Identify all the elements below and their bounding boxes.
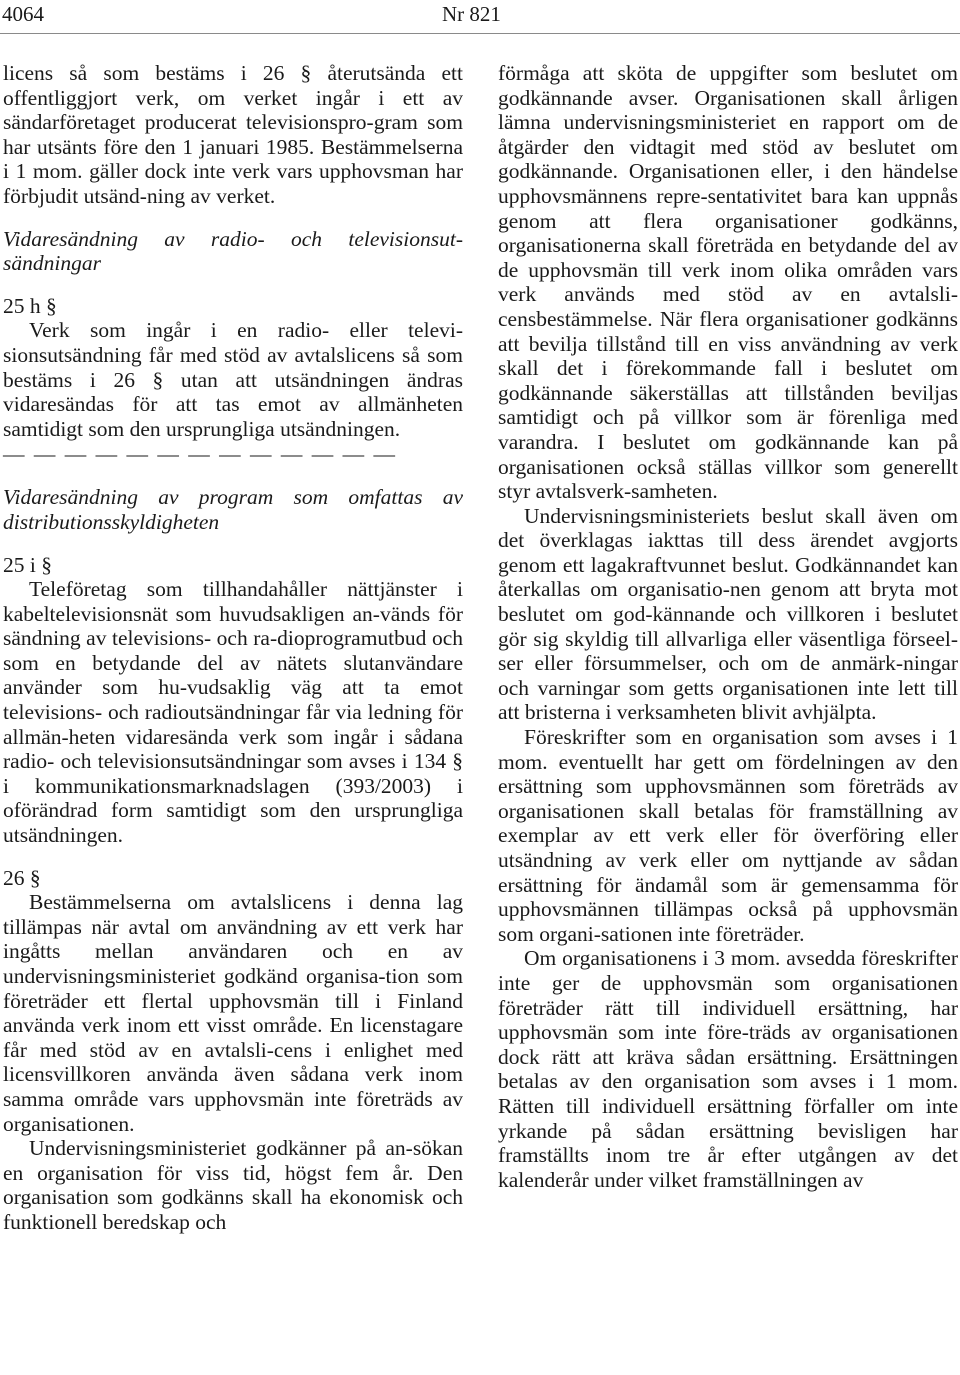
- right-paragraph-4: Om organisationens i 3 mom. avsedda föreskrifter inte ger de upphovsmän som organisationen företräder rätt till individuell ersättning, har upphovsmän som inte före-träds av organisationen dock rätt att kräva sådan ersättning. Ersättningen betalas av den organisation som avses i 1 mom. Rätten till individuell ersättning förfaller om inte yrkande på sådan ersättning bevisligen har framställts inom tre år efter utgången av det kalenderår under vilket framställningen av: [498, 946, 958, 1192]
- page-header: [0, 0, 960, 30]
- section-25h-number: 25 h §: [3, 293, 57, 318]
- intro-paragraph: licens så som bestäms i 26 § återutsända ett offentliggjort verk, om verket ingår i ett av sändarföretaget producerat televisionspro-gram som har utsänts före den 1 januari 1985. Bestämmelserna i 1 mom. gäller dock inte verk vars upphovsman har förbjudit utsänd-ning av verket.: [3, 61, 463, 208]
- section-26-paragraph-2: Undervisningsministeriet godkänner på an-sökan en organisation för viss tid, högst fem år. Den organisation som godkänns skall ha ekonomisk och funktionell beredskap och: [3, 1136, 463, 1234]
- heading-distribution-obligation: Vidaresändning av program som omfattas av distributionsskyldigheten: [3, 485, 463, 534]
- left-column: [3, 61, 463, 1235]
- issue-number: Nr 821: [442, 2, 501, 26]
- section-25i-number: 25 i §: [3, 552, 52, 577]
- page-number: 4064: [2, 2, 44, 26]
- section-25i-text: Teleföretag som tillhandahåller nättjänster i kabeltelevisionsnät som huvudsakligen an-vänds för sändning av televisions- och ra-dioprogramutbud och som en betydande del av nätets slutanvändare använder som hu-vudsaklig väg att ta emot televisions- och radioutsändningar får via ledning för allmän-heten vidaresända verk som ingår i sådana radio- och televisionsutsändningar som avses i 134 § i kommunikationsmarknadslagen (393/2003) i oförändrad form samtidigt som den ursprungliga utsändningen.: [3, 577, 463, 848]
- section-26-paragraph-1: Bestämmelserna om avtalslicens i denna lag tillämpas när avtal om användning av ett verk har ingåtts mellan användaren och en av undervisningsministeriet godkänd organisa-tion som företräder ett flertal upphovsmän till i Finland använda verk inom ett visst område. En licenstagare får med stöd av en avtalsli-cens i enlighet med licensvillkoren använda även sådana verk inom samma område vars upphovsmän inte företräds av organisationen.: [3, 890, 463, 1136]
- omission-dashes: — — — — — — — — — — — — —: [3, 442, 397, 467]
- right-column: [498, 61, 958, 1192]
- right-paragraph-3: Föreskrifter som en organisation som avses i 1 mom. eventuellt har gett om fördelningen av den ersättning som upphovsmännen som företräds av organisationen skall betalas för framställning av exemplar av ett verk eller för överföring eller utsändning av verk eller om nyttjande av sådan ersättning för ändamål som är gemensamma för upphovsmännen tillämpas också på upphovsmän som organi-sationen inte företräder.: [498, 725, 958, 946]
- section-26-number: 26 §: [3, 865, 41, 890]
- section-25h-text: Verk som ingår i en radio- eller televi-sionsutsändning får med stöd av avtalslicens så som bestäms i 26 § utan att utsändningen ändras vidaresändas för att tas emot av allmänheten samtidigt som den ursprungliga utsändningen.: [3, 318, 463, 441]
- heading-radio-tv-retransmission: Vidaresändning av radio- och televisionsut-sändningar: [3, 226, 463, 276]
- header-rule: [0, 33, 960, 34]
- right-paragraph-2: Undervisningsministeriets beslut skall även om det överklagas iakttas till dess ärendet avgjorts genom ett lagakraftvunnet beslut. Godkännandet kan återkallas om organisatio-nen genom att bryta mot beslutet om god-kännande och villkoren i beslutet gör sig skyldig till allvarliga eller väsentliga förseel-ser eller försummelser, och om de anmärk-ningar och varningar som getts organisationen inte lett till att bristerna i verksamheten blivit avhjälpta.: [498, 503, 958, 725]
- right-paragraph-1: förmåga att sköta de uppgifter som beslutet om godkännande avser. Organisationen skall årligen lämna undervisningsministeriet en rapport om de åtgärder den vidtagit med stöd av beslutet om godkännande. Organisationen eller, i den händelse upphovsmännens repre-sentativitet bara kan uppnås genom att flera organisationer godkänns, organisationerna skall företräda en betydande del av de upphovsmän till verk inom olika områden vars verk används med stöd av en avtalsli-censbestämmelse. När flera organisationer godkänns att bevilja tillstånd till en viss användning av verk skall det i förekommande fall i beslutet om godkännande säkerställas att tillstånden beviljas samtidigt och på villkor som är förenliga med varandra. I beslutet om godkännande kan på organisationen också ställas villkor som generellt styr avtalsverk-samheten.: [498, 61, 958, 504]
